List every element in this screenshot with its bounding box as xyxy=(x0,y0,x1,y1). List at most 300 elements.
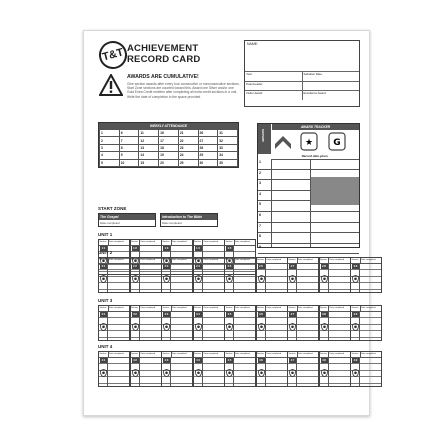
info-field[interactable] xyxy=(303,82,360,91)
date-line[interactable] xyxy=(162,338,192,344)
warning-icon xyxy=(99,74,123,96)
card-title xyxy=(127,43,200,65)
attendance-cell[interactable]: 1 xyxy=(100,130,120,137)
section-divider xyxy=(296,263,297,292)
date-line[interactable] xyxy=(162,290,192,296)
info-box xyxy=(244,40,360,107)
chevron-emblem-icon xyxy=(274,133,292,151)
section-label: Section xyxy=(225,352,235,357)
section-label: Section xyxy=(320,352,330,357)
attendance-cell[interactable]: 17 xyxy=(159,137,179,144)
attendance-cell[interactable]: 27 xyxy=(198,137,218,144)
tracker-row-number: 8 xyxy=(259,234,261,239)
section-box[interactable] xyxy=(224,305,256,341)
section-number: 3:6 xyxy=(259,313,263,316)
shield-icon xyxy=(289,270,296,288)
attendance-row xyxy=(100,130,238,137)
section-label: Section xyxy=(162,258,172,263)
date-line[interactable] xyxy=(257,384,287,390)
section-divider xyxy=(359,311,360,340)
section-label: Section xyxy=(194,306,204,311)
date-label: Date completed xyxy=(172,307,187,309)
section-divider xyxy=(265,311,266,340)
date-label: Date completed xyxy=(203,353,219,355)
section-number: 3:2 xyxy=(133,313,137,316)
section-divider xyxy=(328,263,329,292)
shield-icon xyxy=(321,318,328,336)
section-divider xyxy=(265,263,266,292)
section-divider xyxy=(328,357,329,386)
date-line[interactable] xyxy=(351,338,381,344)
shield-icon xyxy=(258,364,265,382)
tracker-row-number: 4 xyxy=(259,191,261,196)
info-row xyxy=(245,71,359,81)
shield-icon xyxy=(100,318,107,336)
section-label: Section xyxy=(131,306,141,311)
section-divider xyxy=(202,263,203,292)
date-label: Date completed xyxy=(140,353,156,355)
awards-heading: AWARDS ARE CUMULATIVE! xyxy=(127,74,199,80)
start-zone-name: The Gospel xyxy=(99,214,155,220)
shield-icon xyxy=(195,323,202,331)
tracker-shaded-area xyxy=(311,177,359,205)
section-number: 1:4 xyxy=(196,247,200,250)
start-zone-date: Date completed xyxy=(100,221,120,225)
section-divider xyxy=(233,263,234,292)
shield-icon xyxy=(195,369,202,377)
section-box[interactable] xyxy=(287,257,319,293)
section-box[interactable] xyxy=(193,351,225,387)
section-number: 3:1 xyxy=(101,313,106,316)
attendance-heading: WEEKLY ATTENDANCE xyxy=(99,123,238,129)
section-box[interactable] xyxy=(161,351,193,387)
info-field[interactable]: Visitor Award: xyxy=(245,91,303,100)
date-label: Date completed xyxy=(140,241,156,243)
shield-icon xyxy=(132,364,139,382)
shield-icon xyxy=(100,364,107,382)
date-label: Date completed xyxy=(266,259,282,261)
tracker-divider xyxy=(271,159,272,247)
shield-icon xyxy=(226,364,233,382)
section-box[interactable] xyxy=(287,305,319,341)
unit-title: UNIT 4 xyxy=(98,344,113,349)
attendance-cell[interactable]: 16 xyxy=(159,130,179,137)
shield-icon xyxy=(100,369,107,377)
section-box[interactable] xyxy=(256,305,288,341)
section-number: 2:5 xyxy=(227,265,232,268)
section-divider xyxy=(296,357,297,386)
section-box[interactable] xyxy=(319,351,351,387)
attendance-cell[interactable]: 15 xyxy=(139,159,159,166)
shield-icon xyxy=(163,270,170,288)
section-divider xyxy=(202,357,203,386)
info-rows xyxy=(245,71,359,100)
section-box[interactable] xyxy=(98,305,130,341)
section-label: Section xyxy=(288,306,298,311)
section-label: Section xyxy=(257,306,267,311)
section-divider xyxy=(170,357,171,386)
section-number: 1:3 xyxy=(164,247,169,250)
section-box[interactable] xyxy=(161,305,193,341)
shield-icon xyxy=(132,275,139,283)
section-box[interactable] xyxy=(98,257,130,293)
section-label: Section xyxy=(131,240,141,245)
start-zone-title: START ZONE xyxy=(98,206,127,211)
section-box[interactable] xyxy=(287,351,319,387)
attendance-cell[interactable]: 12 xyxy=(139,137,159,144)
section-label: Section xyxy=(194,240,204,245)
attendance-cell[interactable]: 4 xyxy=(100,152,120,159)
silver-badge xyxy=(298,132,320,152)
tracker-row-number: 2 xyxy=(259,170,261,175)
shield-icon xyxy=(352,318,359,336)
attendance-cell[interactable]: 23 xyxy=(178,144,198,151)
attendance-row xyxy=(100,152,238,159)
shield-icon xyxy=(163,369,170,377)
section-box[interactable] xyxy=(319,257,351,293)
date-label: Date completed xyxy=(109,307,124,309)
shield-icon xyxy=(163,323,170,331)
shield-icon xyxy=(258,275,265,283)
date-label: Date completed xyxy=(266,353,282,355)
date-label: Date completed xyxy=(329,353,345,355)
logo-text: T&T xyxy=(101,46,125,64)
gold-emblem-icon xyxy=(326,132,348,152)
attendance-cell[interactable]: 34 xyxy=(218,152,238,159)
section-label: Section xyxy=(162,306,172,311)
date-label: Date completed xyxy=(266,307,282,309)
shield-icon xyxy=(163,364,170,382)
date-label: Date completed xyxy=(109,353,124,355)
attendance-cell[interactable]: 33 xyxy=(218,144,238,151)
attendance-cell[interactable]: 11 xyxy=(139,130,159,137)
shield-icon xyxy=(321,275,328,283)
attendance-cell[interactable]: 29 xyxy=(198,152,218,159)
section-number: 2:4 xyxy=(196,265,200,268)
tracker-row[interactable] xyxy=(258,244,359,255)
silver-emblem-glyph: ★ xyxy=(304,138,314,148)
shield-icon xyxy=(352,364,359,382)
date-label: Date completed xyxy=(172,241,187,243)
date-label: Date completed xyxy=(361,353,376,355)
attendance-cell[interactable]: 30 xyxy=(198,159,218,166)
section-number: 3:3 xyxy=(164,313,169,316)
start-zone-date: Date completed xyxy=(162,221,182,225)
title-line-2: RECORD CARD xyxy=(127,54,201,65)
section-label: Section xyxy=(351,258,361,263)
section-label: Section xyxy=(320,306,330,311)
attendance-cell[interactable]: 26 xyxy=(198,130,218,137)
section-label: Section xyxy=(351,352,361,357)
attendance-cell[interactable]: 21 xyxy=(178,130,198,137)
section-number: 3:4 xyxy=(196,313,200,316)
attendance-cell[interactable]: 31 xyxy=(218,130,238,137)
attendance-cell[interactable]: 7 xyxy=(119,137,139,144)
shield-icon xyxy=(132,369,139,377)
attendance-cell[interactable]: 9 xyxy=(119,152,139,159)
section-box[interactable] xyxy=(130,351,162,387)
section-divider xyxy=(170,263,171,292)
section-divider xyxy=(202,311,203,340)
section-number: 2:8 xyxy=(322,265,326,268)
attendance-cell[interactable]: 2 xyxy=(100,137,120,144)
date-label: Date completed xyxy=(203,307,219,309)
section-number: 2:2 xyxy=(133,265,137,268)
section-number: 1:1 xyxy=(101,247,106,250)
tracker-row-number: 9 xyxy=(259,244,261,249)
section-box[interactable] xyxy=(256,257,288,293)
section-number: 4:4 xyxy=(196,359,200,362)
received-label: Record date given. xyxy=(271,154,359,160)
tracker-side xyxy=(258,124,271,154)
section-box[interactable] xyxy=(256,351,288,387)
attendance-cell[interactable]: 32 xyxy=(218,137,238,144)
shield-icon xyxy=(100,275,107,283)
section-number: 2:9 xyxy=(353,265,358,268)
info-field[interactable]: Team/Leader: xyxy=(245,82,303,91)
section-number: 3:5 xyxy=(227,313,232,316)
shield-icon xyxy=(258,323,265,331)
attendance-cell[interactable]: 18 xyxy=(159,144,179,151)
attendance-cell[interactable]: 10 xyxy=(119,159,139,166)
section-label: Section xyxy=(351,306,361,311)
date-label: Date completed xyxy=(235,307,250,309)
date-label: Date completed xyxy=(109,241,124,243)
date-line[interactable] xyxy=(320,290,350,296)
section-divider xyxy=(265,357,266,386)
date-label: Date completed xyxy=(109,259,124,261)
date-line[interactable] xyxy=(99,384,129,390)
date-line[interactable] xyxy=(288,384,318,390)
shield-icon xyxy=(195,364,202,382)
shield-icon xyxy=(289,275,296,283)
date-line[interactable] xyxy=(131,290,161,296)
date-line[interactable] xyxy=(225,290,255,296)
section-label: Section xyxy=(225,258,235,263)
section-label: Section xyxy=(99,306,109,311)
attendance-cell[interactable]: 3 xyxy=(100,144,120,151)
section-box[interactable] xyxy=(161,257,193,293)
gold-badge xyxy=(326,132,348,152)
section-label: Section xyxy=(99,258,109,263)
date-label: Date completed xyxy=(172,259,187,261)
tracker-heading: AWARD TRACKER xyxy=(272,124,359,130)
shield-icon xyxy=(321,323,328,331)
date-label: Date completed xyxy=(329,259,345,261)
attendance-cell[interactable]: 6 xyxy=(119,130,139,137)
shield-icon xyxy=(163,318,170,336)
start-zone-gospel xyxy=(98,213,156,227)
shield-icon xyxy=(132,323,139,331)
shield-icon xyxy=(226,369,233,377)
shield-icon xyxy=(258,270,265,288)
attendance-cell[interactable]: 19 xyxy=(159,152,179,159)
date-label: Date completed xyxy=(361,259,376,261)
shield-icon xyxy=(226,323,233,331)
section-divider xyxy=(170,311,171,340)
info-field[interactable]: Excellence Award: xyxy=(303,91,327,95)
section-box[interactable] xyxy=(350,305,382,341)
date-line[interactable] xyxy=(162,384,192,390)
section-number: 4:2 xyxy=(133,359,137,362)
attendance-cell[interactable]: 13 xyxy=(139,144,159,151)
section-divider xyxy=(328,311,329,340)
tracker-row[interactable] xyxy=(258,212,359,223)
tracker-row-number: 5 xyxy=(259,202,261,207)
section-label: Section xyxy=(288,352,298,357)
start-zone-name: Introduction to The Bible xyxy=(161,214,217,220)
section-box[interactable] xyxy=(98,351,130,387)
attendance-cell[interactable]: 25 xyxy=(178,159,198,166)
start-zone-intro xyxy=(160,213,218,227)
tt-logo xyxy=(96,38,130,72)
section-box[interactable] xyxy=(319,305,351,341)
section-label: Section xyxy=(225,306,235,311)
attendance-cell[interactable]: 20 xyxy=(159,159,179,166)
attendance-cell[interactable]: 28 xyxy=(198,144,218,151)
section-box[interactable] xyxy=(224,351,256,387)
date-label: Date completed xyxy=(172,353,187,355)
shield-icon xyxy=(132,318,139,336)
section-divider xyxy=(296,311,297,340)
section-label: Section xyxy=(99,240,109,245)
date-label: Date completed xyxy=(203,259,219,261)
date-line[interactable] xyxy=(257,338,287,344)
shield-icon xyxy=(100,270,107,288)
date-line[interactable] xyxy=(99,290,129,296)
date-label: Date completed xyxy=(140,307,156,309)
section-number: 4:6 xyxy=(259,359,263,362)
section-number: 4:9 xyxy=(353,359,358,362)
date-label: Date completed xyxy=(203,241,219,243)
tracker-row[interactable] xyxy=(258,233,359,244)
section-label: Section xyxy=(194,352,204,357)
section-box[interactable] xyxy=(130,305,162,341)
shield-icon xyxy=(226,318,233,336)
award-tracker xyxy=(257,123,360,248)
tracker-side-label: AWARDS xyxy=(261,129,265,143)
section-label: Section xyxy=(162,352,172,357)
section-divider xyxy=(107,357,108,386)
date-line[interactable] xyxy=(288,338,318,344)
unit-title: UNIT 3 xyxy=(98,298,113,303)
title-line-1: ACHIEVEMENT xyxy=(127,43,199,54)
section-divider xyxy=(359,263,360,292)
date-label: Date completed xyxy=(298,259,313,261)
section-number: 2:1 xyxy=(101,265,106,268)
attendance-cell[interactable]: 22 xyxy=(178,137,198,144)
info-row xyxy=(245,81,359,91)
date-label: Date completed xyxy=(298,353,313,355)
date-line[interactable] xyxy=(257,290,287,296)
section-box[interactable] xyxy=(224,257,256,293)
attendance-cell[interactable]: 5 xyxy=(100,159,120,166)
achievement-record-card xyxy=(83,30,376,416)
section-label: Section xyxy=(225,240,235,245)
date-label: Date completed xyxy=(140,259,156,261)
section-number: 1:5 xyxy=(227,247,232,250)
section-label: Section xyxy=(288,258,298,263)
date-line[interactable] xyxy=(351,290,381,296)
tracker-row-number: 1 xyxy=(259,160,261,164)
attendance-cell[interactable]: 14 xyxy=(139,152,159,159)
tracker-row-number: 3 xyxy=(259,181,261,186)
silver-emblem-icon xyxy=(298,132,320,152)
shield-icon xyxy=(163,275,170,283)
attendance-cell[interactable]: 8 xyxy=(119,144,139,151)
shield-icon xyxy=(289,323,296,331)
info-field[interactable]: Salvation Date: xyxy=(303,72,323,76)
date-label: Date completed xyxy=(235,353,250,355)
section-divider xyxy=(233,311,234,340)
section-label: Section xyxy=(131,258,141,263)
section-box[interactable] xyxy=(350,257,382,293)
date-line[interactable] xyxy=(225,338,255,344)
shield-icon xyxy=(195,318,202,336)
date-line[interactable] xyxy=(320,338,350,344)
date-label: Date completed xyxy=(235,259,250,261)
shield-icon xyxy=(321,369,328,377)
section-label: Section xyxy=(320,258,330,263)
name-label: NAME: xyxy=(247,42,259,46)
section-label: Section xyxy=(99,352,109,357)
attendance-cell[interactable]: 35 xyxy=(218,159,238,166)
date-line[interactable] xyxy=(131,338,161,344)
info-field[interactable]: Year: xyxy=(245,72,303,81)
date-line[interactable] xyxy=(194,384,224,390)
tracker-row[interactable] xyxy=(258,223,359,234)
attendance-row xyxy=(100,159,238,166)
section-number: 4:3 xyxy=(164,359,169,362)
section-number: 2:6 xyxy=(259,265,263,268)
shield-icon xyxy=(195,275,202,283)
awards-text: Give section awards after every four consecutive or nonconsecutive sections. Start Zone sections are counted toward this. Award one Silver and/or one Gold Extra Credit emblem after completing all extra credit sections in a unit. Write the date of completion in the space provided. xyxy=(127,82,240,99)
section-box[interactable] xyxy=(193,305,225,341)
section-number: 4:5 xyxy=(227,359,232,362)
attendance-cell[interactable]: 24 xyxy=(178,152,198,159)
date-line[interactable] xyxy=(288,290,318,296)
shield-icon xyxy=(352,323,359,331)
shield-icon xyxy=(132,270,139,288)
attendance-table xyxy=(99,129,238,167)
section-divider xyxy=(233,357,234,386)
date-line[interactable] xyxy=(320,384,350,390)
tracker-row[interactable] xyxy=(258,159,359,170)
section-label: Section xyxy=(257,352,267,357)
section-label: Section xyxy=(194,258,204,263)
date-line[interactable] xyxy=(225,384,255,390)
date-line[interactable] xyxy=(194,290,224,296)
section-box[interactable] xyxy=(350,351,382,387)
date-line[interactable] xyxy=(131,384,161,390)
info-row xyxy=(245,90,359,100)
section-box[interactable] xyxy=(130,257,162,293)
section-number: 1:2 xyxy=(133,247,137,250)
section-divider xyxy=(107,263,108,292)
unit-title: UNIT 1 xyxy=(98,232,113,237)
section-divider xyxy=(359,357,360,386)
shield-icon xyxy=(226,275,233,283)
shield-icon xyxy=(289,364,296,382)
date-line[interactable] xyxy=(194,338,224,344)
section-box[interactable] xyxy=(193,257,225,293)
unit-title: UNIT 2 xyxy=(98,250,113,255)
section-label: Section xyxy=(162,240,172,245)
shield-icon xyxy=(352,275,359,283)
shield-icon xyxy=(289,318,296,336)
shield-icon xyxy=(289,369,296,377)
date-line[interactable] xyxy=(351,384,381,390)
